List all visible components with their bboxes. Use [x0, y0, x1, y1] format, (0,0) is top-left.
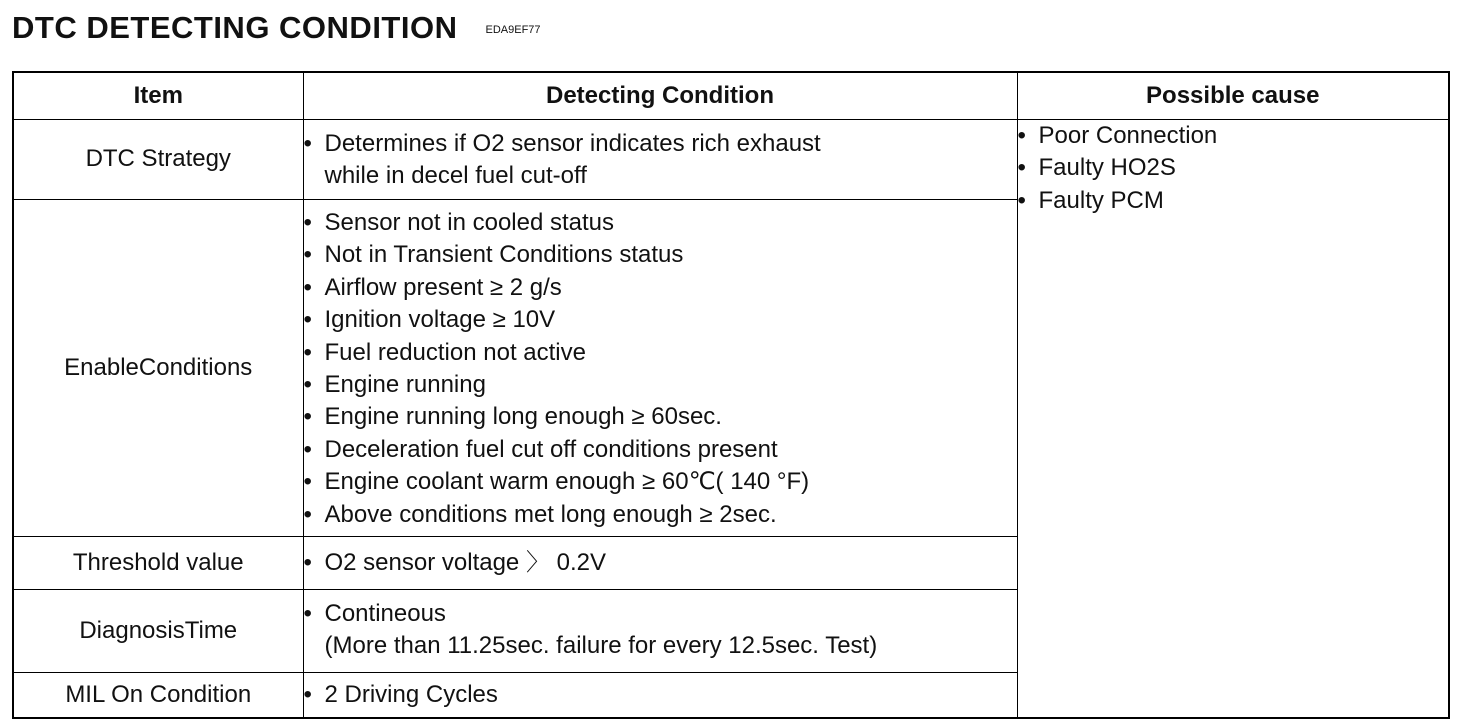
condition-list [304, 679, 1017, 711]
condition-line: (More than 11.25sec. failure for every 12.5sec. Test) [324, 632, 878, 660]
condition-item: • Ignition voltage ≥ 10V [304, 304, 1017, 336]
condition-item: • Not in Transient Conditions status [304, 239, 1017, 271]
item-enable-conditions: EnableConditions [13, 200, 303, 537]
document-code: EDA9EF77 [485, 24, 541, 36]
item-dtc-strategy: DTC Strategy [13, 120, 303, 200]
conditions-dtc-strategy [303, 120, 1017, 200]
condition-item [304, 598, 1017, 663]
condition-item: • Engine running long enough ≥ 60sec. [304, 401, 1017, 433]
condition-line: • Determines if O2 sensor indicates rich exhaust [324, 130, 821, 157]
title-text: DTC DETECTING CONDITION [12, 10, 458, 45]
item-mil-on-condition: MIL On Condition [13, 673, 303, 718]
condition-item: • 2 Driving Cycles [304, 679, 1017, 711]
condition-item: • Airflow present ≥ 2 g/s [304, 272, 1017, 304]
condition-item: • Deceleration fuel cut off conditions present [304, 434, 1017, 466]
condition-line: • Contineous [324, 600, 446, 627]
cause-item: • Faulty HO2S [1018, 152, 1449, 184]
condition-list [304, 128, 1017, 193]
cause-item: • Poor Connection [1018, 120, 1449, 152]
conditions-mil [303, 673, 1017, 718]
conditions-enable [303, 200, 1017, 537]
item-threshold-value: Threshold value [13, 537, 303, 590]
condition-item: • O2 sensor voltage 〉 0.2V [304, 547, 1017, 579]
condition-list [304, 547, 1017, 579]
header-possible-cause: Possible cause [1017, 72, 1449, 120]
header-detecting-condition: Detecting Condition [303, 72, 1017, 120]
condition-item: • Sensor not in cooled status [304, 207, 1017, 239]
header-item: Item [13, 72, 303, 120]
possible-cause-cell [1017, 120, 1449, 718]
condition-line: while in decel fuel cut-off [324, 162, 587, 190]
table-row-dtc-strategy [13, 120, 1449, 200]
cause-item: • Faulty PCM [1018, 185, 1449, 217]
condition-item: • Engine running [304, 369, 1017, 401]
conditions-threshold [303, 537, 1017, 590]
condition-item: • Engine coolant warm enough ≥ 60℃( 140 °F) [304, 466, 1017, 498]
condition-item [304, 128, 1017, 193]
table-header-row [13, 72, 1449, 120]
page-title [12, 10, 541, 46]
dtc-condition-table [12, 71, 1450, 719]
condition-item: • Fuel reduction not active [304, 337, 1017, 369]
condition-item: • Above conditions met long enough ≥ 2sec. [304, 499, 1017, 531]
possible-cause-list [1018, 120, 1449, 217]
condition-list [304, 598, 1017, 663]
conditions-diagnosis-time [303, 590, 1017, 673]
condition-list [304, 207, 1017, 531]
item-diagnosis-time: DiagnosisTime [13, 590, 303, 673]
